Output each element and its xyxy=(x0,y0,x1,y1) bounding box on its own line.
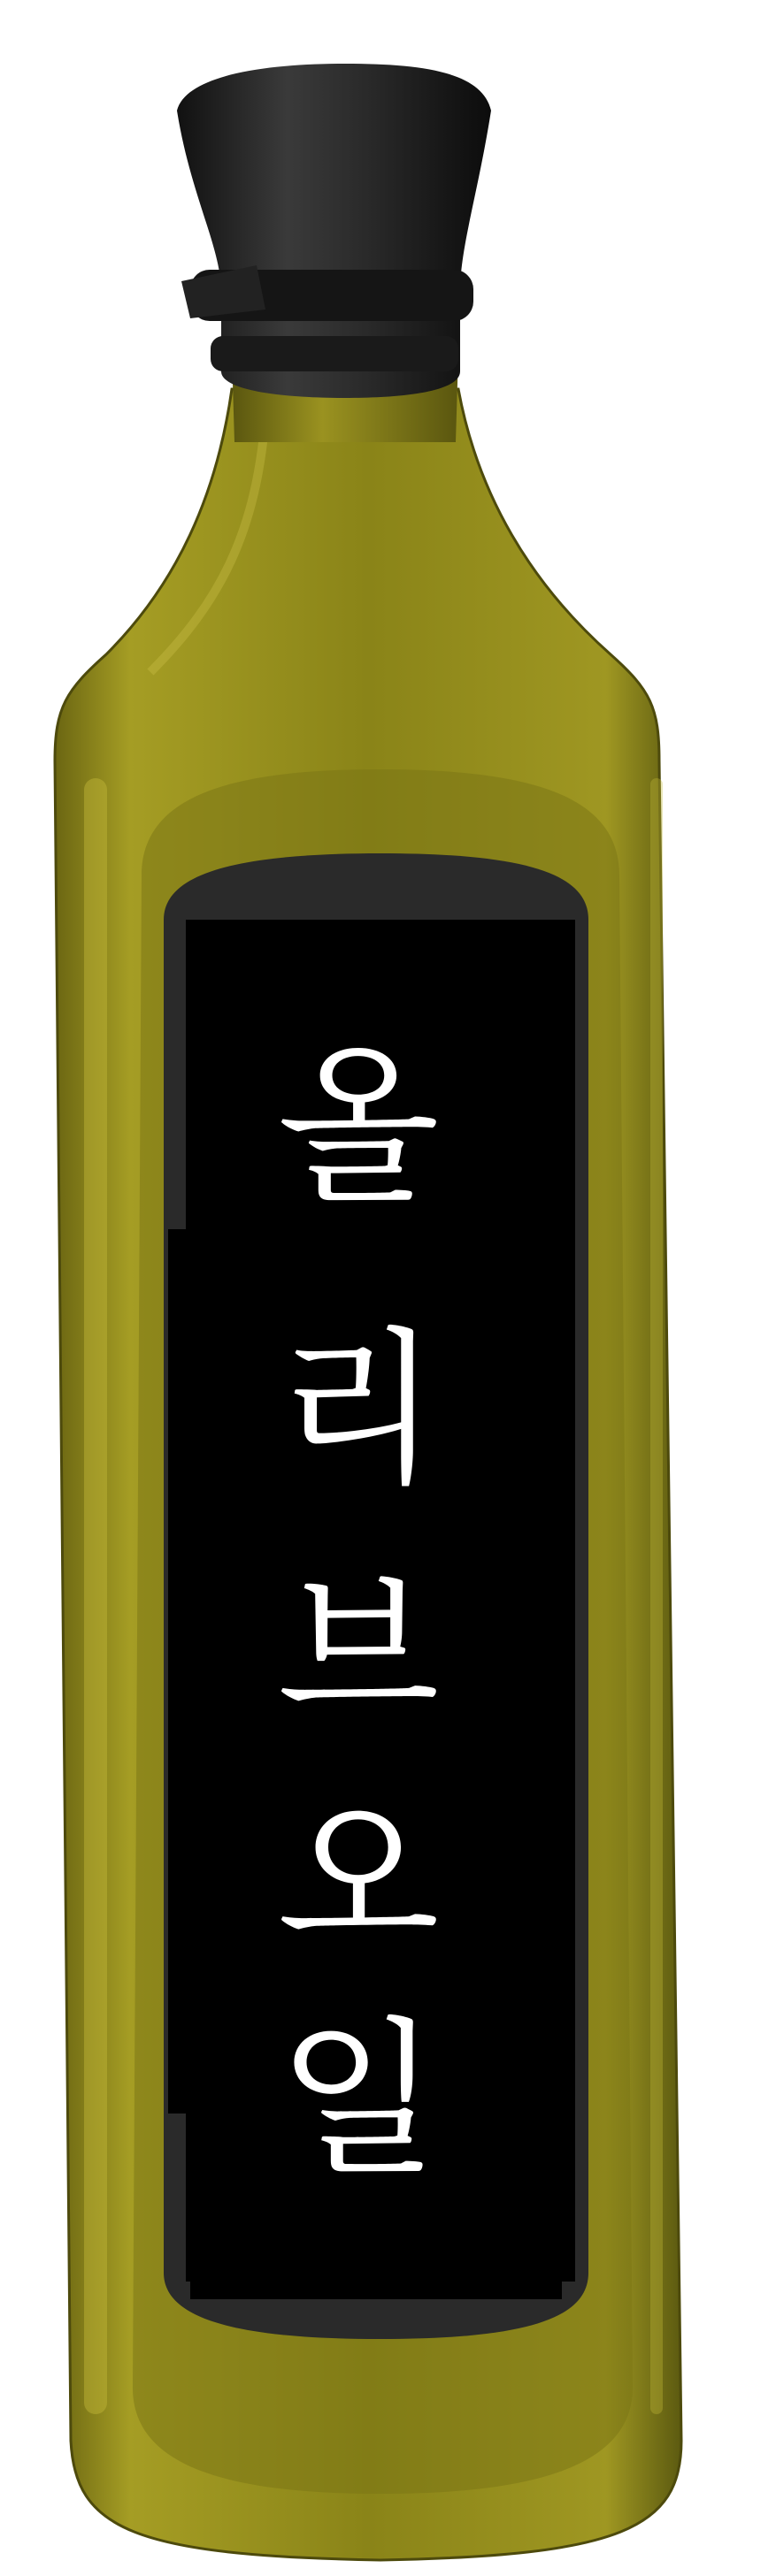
label-char-3: 브 xyxy=(277,1551,440,1747)
glass-highlight-left xyxy=(84,778,107,2414)
cap-lower-ring xyxy=(211,336,458,371)
cap-tab xyxy=(181,265,265,318)
glass-highlight-right xyxy=(650,778,663,2414)
label-patch-bottom xyxy=(190,2228,562,2299)
label-char-5: 일 xyxy=(277,2002,440,2198)
label-char-2: 리 xyxy=(277,1312,440,1508)
label-char-4: 오 xyxy=(277,1781,440,1976)
label-char-1: 올 xyxy=(277,1029,440,1225)
